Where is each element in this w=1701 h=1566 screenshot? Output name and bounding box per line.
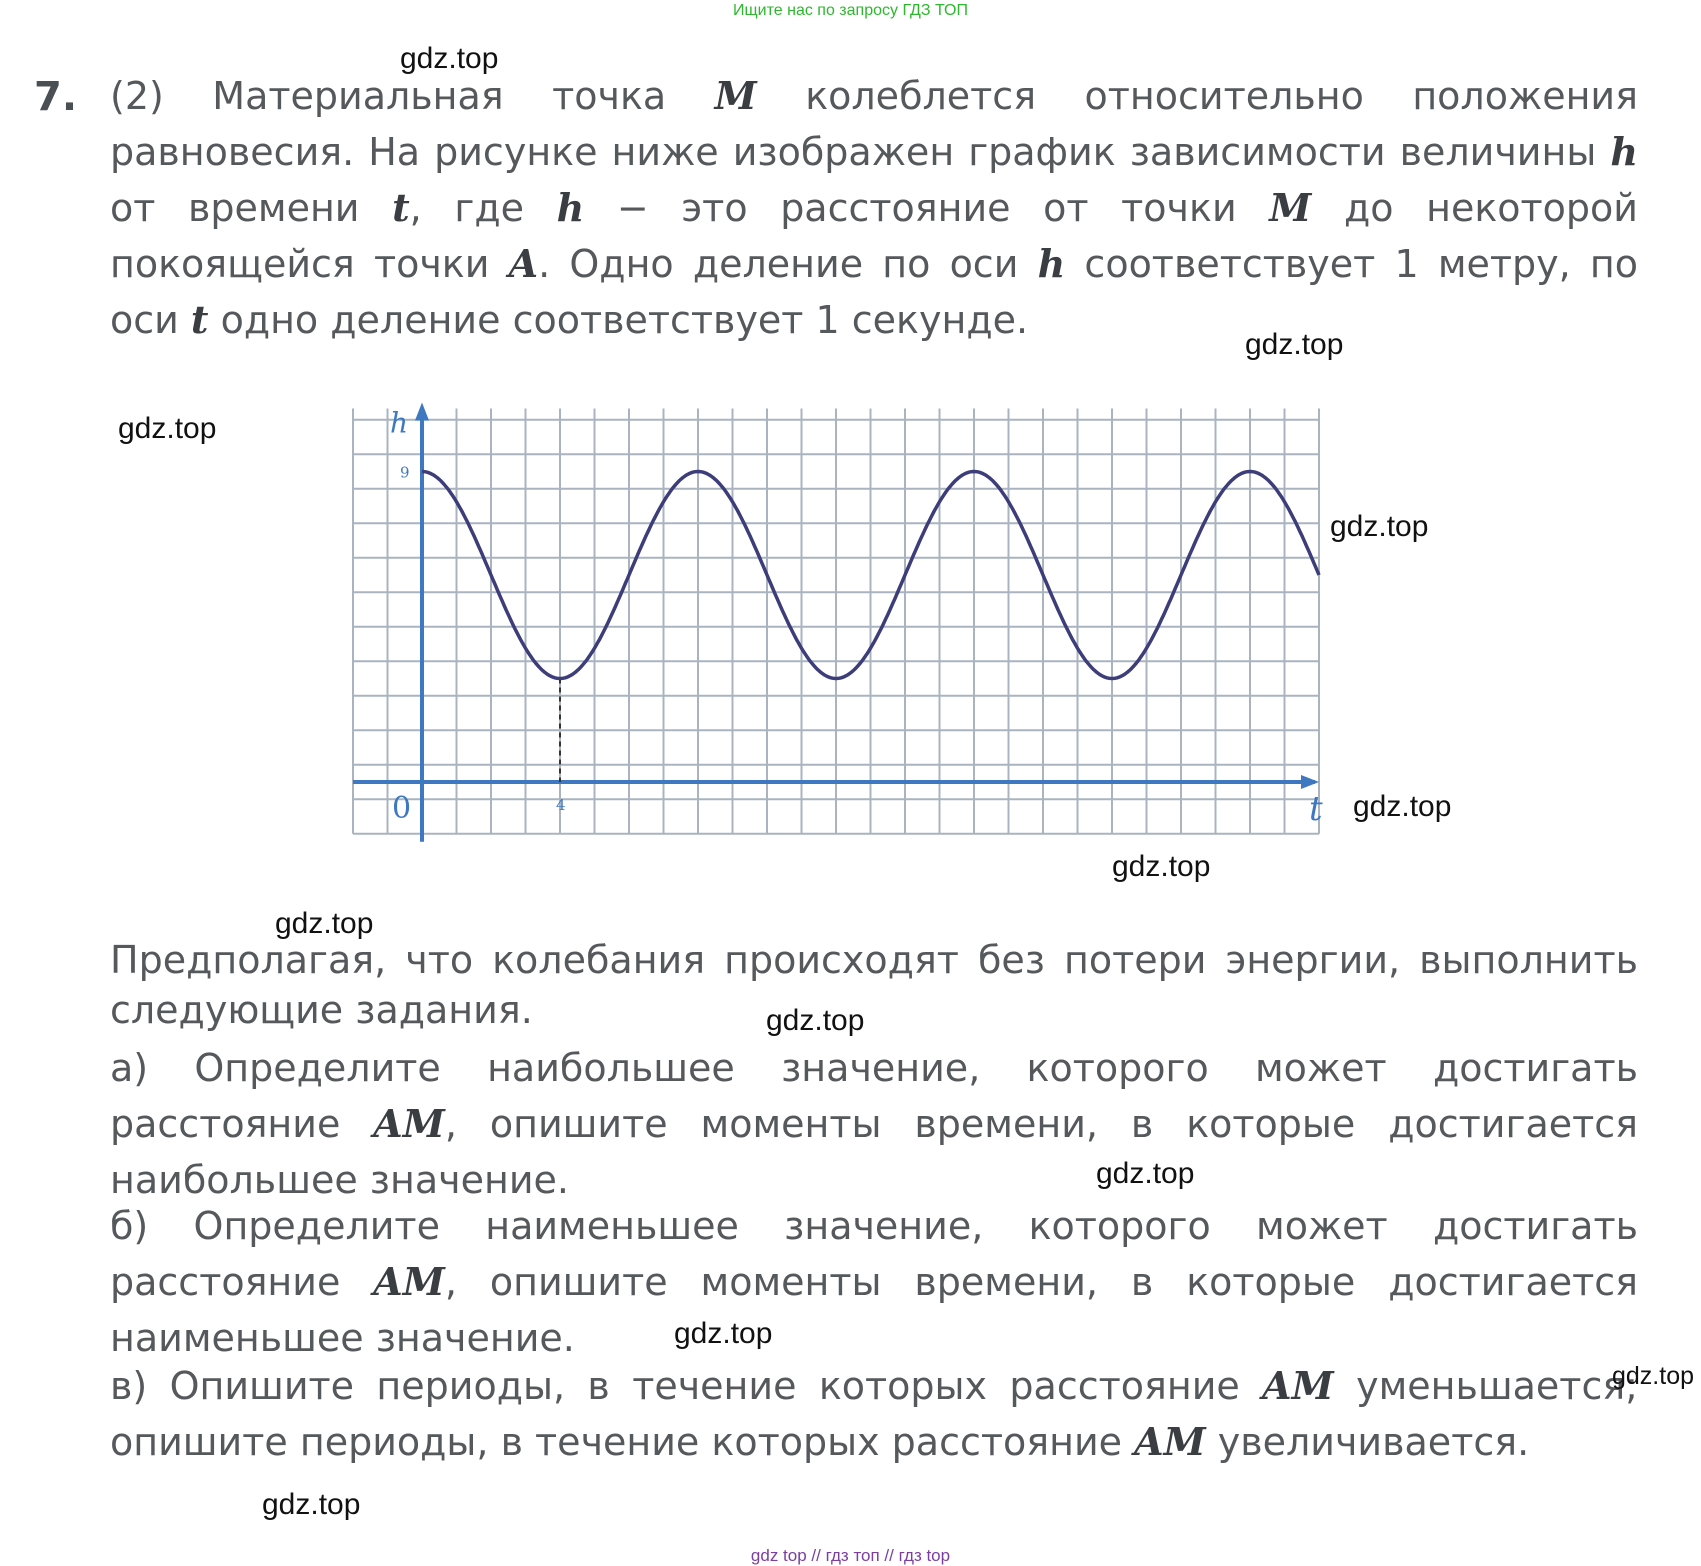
text-run: уменьшается; опишите периоды, в течение которых расстояние xyxy=(110,1364,1638,1464)
math-variable: A xyxy=(508,241,539,286)
origin-label: 0 xyxy=(392,791,412,826)
text-run: − это расстояние от точки xyxy=(584,186,1270,230)
watermark: gdz.top xyxy=(1330,510,1429,543)
watermark: gdz.top xyxy=(262,1488,361,1521)
text-run: колеблется относительно положения равновесия. На рисунке ниже изображен график зависимости величины xyxy=(110,74,1638,174)
question-b xyxy=(110,1198,1638,1366)
watermark: gdz.top xyxy=(118,412,217,445)
math-variable: M xyxy=(1269,185,1312,230)
text-run: соответствует 1 метру, по оси xyxy=(110,242,1638,342)
x-axis-label: t xyxy=(1309,789,1323,829)
math-variable: h xyxy=(556,185,585,230)
watermark: gdz.top xyxy=(1245,328,1344,361)
text-run: от времени xyxy=(110,186,393,230)
math-variable: AM xyxy=(1134,1419,1206,1464)
text-run: в) Опишите периоды, в течение которых расстояние xyxy=(110,1364,1263,1408)
task-intro xyxy=(110,935,1638,1035)
watermark: gdz.top xyxy=(766,1004,865,1037)
text-run: , где xyxy=(409,186,557,230)
math-variable: h xyxy=(1037,241,1066,286)
text-run: до некоторой покоящейся точки xyxy=(110,186,1638,286)
question-c xyxy=(110,1358,1638,1470)
y-axis-arrow xyxy=(415,403,429,421)
watermark: gdz.top xyxy=(1112,850,1211,883)
problem-number: 7. xyxy=(34,74,78,120)
text-run: одно деление соответствует 1 секунде. xyxy=(208,298,1029,342)
text-run: . Одно деление по оси xyxy=(538,242,1038,286)
top-banner: Ищите нас по запросу ГДЗ ТОП xyxy=(733,2,968,19)
watermark: gdz.top xyxy=(400,42,499,75)
y-tick-label: 9 xyxy=(400,463,410,482)
math-variable: t xyxy=(190,297,209,342)
math-variable: M xyxy=(714,73,757,118)
watermark: gdz.top xyxy=(1096,1157,1195,1190)
x-axis-arrow xyxy=(1301,775,1319,789)
text-run: увеличивается. xyxy=(1205,1420,1530,1464)
x-tick-label: 4 xyxy=(556,796,566,814)
math-variable: AM xyxy=(373,1259,445,1304)
math-variable: AM xyxy=(373,1101,445,1146)
text-run: а) Определите наибольшее значение, которого может достигать расстояние xyxy=(110,1046,1638,1146)
text-run: , опишите моменты времени, в которые достигается наибольшее значение. xyxy=(110,1102,1639,1202)
text-run: , опишите моменты времени, в которые достигается наименьшее значение. xyxy=(110,1260,1639,1360)
watermark: gdz.top xyxy=(1353,790,1452,823)
watermark: gdz.top xyxy=(275,907,374,940)
question-a xyxy=(110,1040,1638,1208)
y-axis-label: h xyxy=(390,406,409,440)
math-variable: t xyxy=(392,185,410,230)
math-variable: h xyxy=(1610,129,1638,174)
math-variable: AM xyxy=(1262,1363,1334,1408)
watermark: gdz.top xyxy=(1612,1362,1695,1390)
text-run: (2) Материальная точка xyxy=(110,74,715,118)
watermark: gdz.top xyxy=(674,1317,773,1350)
text-run: Предполагая, что колебания происходят без потери энергии, выполнить следующие задания. xyxy=(110,938,1638,1032)
text-run: б) Определите наименьшее значение, которого может достигать расстояние xyxy=(110,1204,1638,1304)
bottom-banner: gdz top // гдз топ // гдз top xyxy=(750,1546,951,1565)
